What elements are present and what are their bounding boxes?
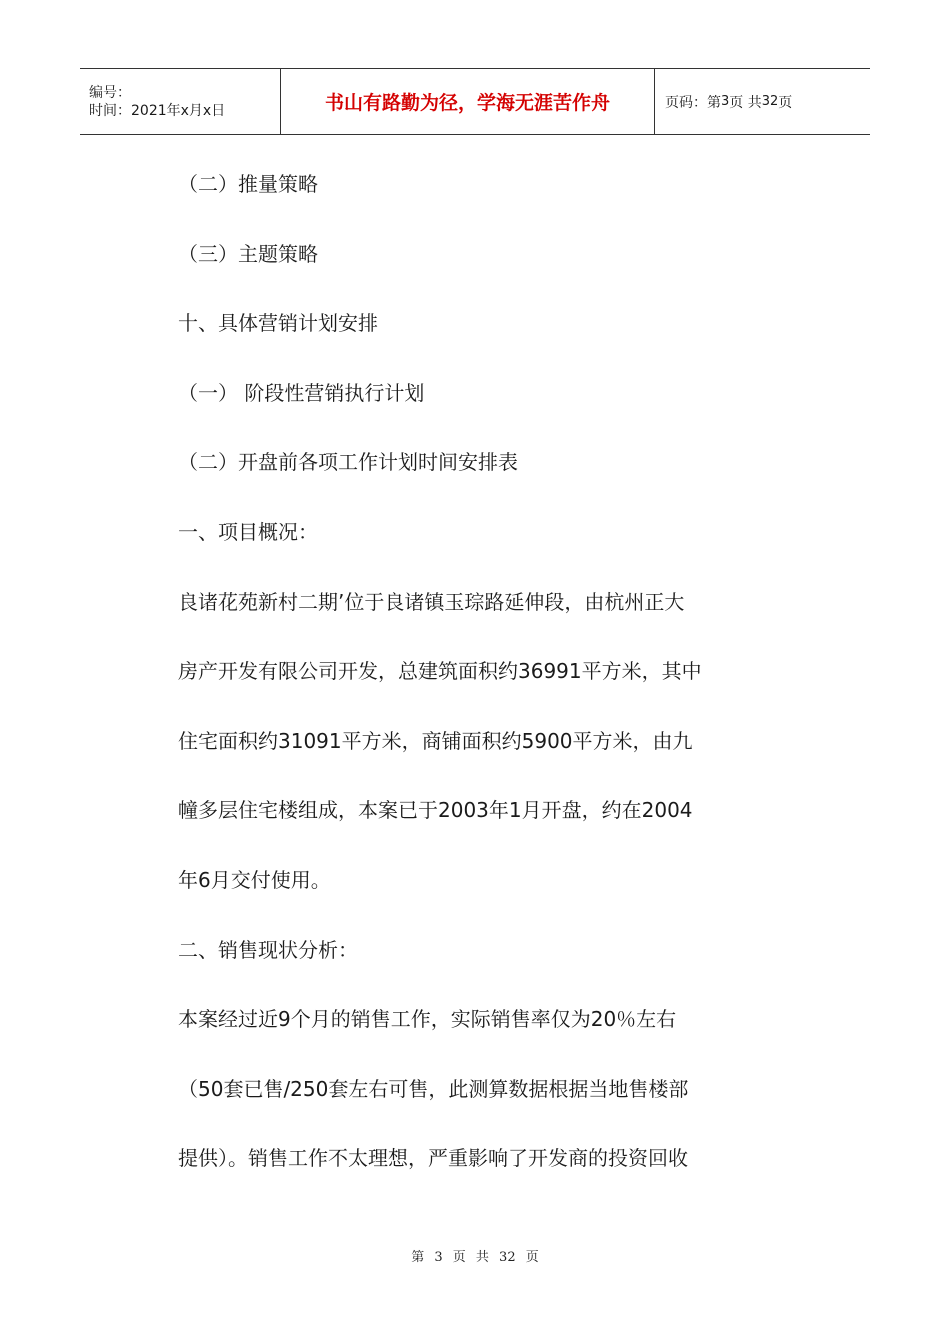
section-heading: 十、具体营销计划安排	[178, 311, 378, 336]
paragraph-line: （50套已售/250套左右可售，此测算数据根据当地售楼部	[178, 1076, 689, 1101]
page-label-suffix: 页	[778, 94, 793, 111]
body-line: （二）开盘前各项工作计划时间安排表	[178, 450, 518, 475]
page-label-mid: 页 共	[729, 94, 762, 111]
body-line: （二）推量策略	[178, 172, 318, 196]
header-motto: 书山有路勤为径，学海无涯苦作舟	[324, 92, 610, 114]
section-heading: 二、销售现状分析：	[178, 937, 358, 962]
paragraph-line: 幢多层住宅楼组成，本案已于2003年1月开盘，约在2004	[178, 798, 693, 823]
paragraph-line: 提供）。销售工作不太理想，严重影响了开发商的投资回收	[178, 1146, 688, 1171]
body-line: （一） 阶段性营销执行计划	[178, 380, 425, 405]
page-header	[80, 68, 870, 135]
paragraph-line: 房产开发有限公司开发，总建筑面积约36991平方米，其中	[178, 659, 702, 684]
paragraph-line: 年6月交付使用。	[178, 867, 331, 892]
page-footer	[0, 1246, 950, 1265]
paragraph-line: 本案经过近9个月的销售工作，实际销售率仅为20％左右	[178, 1007, 677, 1032]
header-meta-cell	[80, 69, 281, 134]
header-motto-cell	[281, 69, 655, 134]
body-line: （三）主题策略	[178, 241, 318, 266]
document-time-label: 时间：2021年x月x日	[89, 102, 226, 119]
paragraph-line: 住宅面积约31091平方米，商铺面积约5900平方米，由九	[178, 728, 693, 753]
page-label-prefix: 页码：第	[665, 94, 721, 111]
page-total-number: 32	[761, 94, 779, 109]
section-heading: 一、项目概况：	[178, 519, 318, 544]
paragraph-line: 良诸花苑新村二期’位于良诸镇玉琮路延伸段，由杭州正大	[178, 589, 685, 614]
footer-page-number: 第 3 页 共 32 页	[411, 1250, 539, 1265]
page-current-number: 3	[721, 94, 730, 109]
document-number-label: 编号：	[89, 84, 131, 101]
document-body	[178, 166, 788, 1210]
header-page-cell	[655, 69, 870, 134]
